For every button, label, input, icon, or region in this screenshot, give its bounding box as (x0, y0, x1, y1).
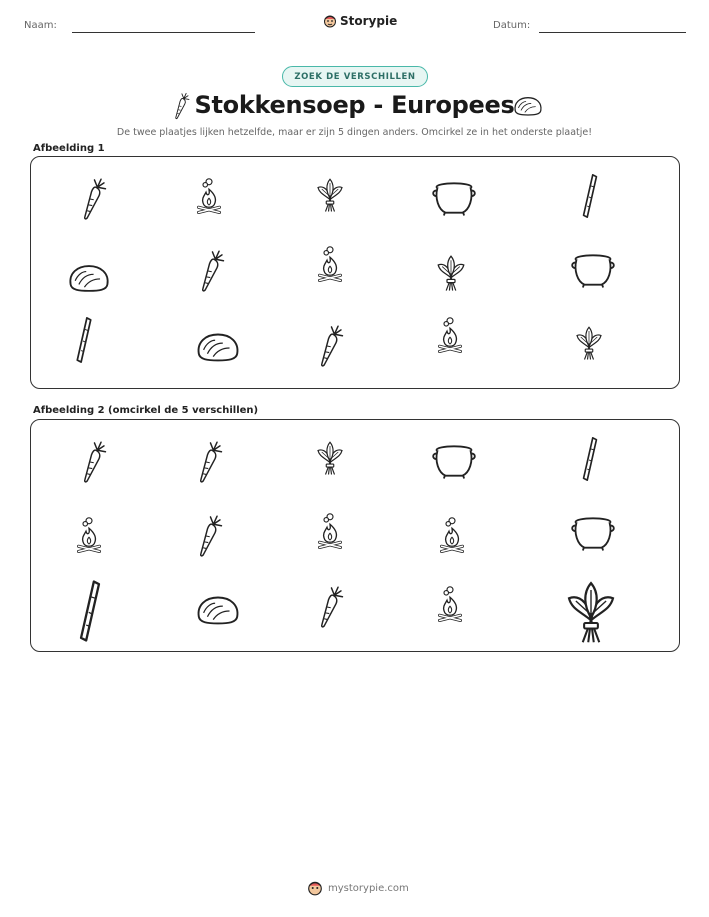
panel-1-label: Afbeelding 1 (33, 143, 105, 154)
bread-icon[interactable] (194, 593, 242, 627)
carrot-icon (196, 249, 226, 293)
instructions: De twee plaatjes lijken hetzelfde, maar er zijn 5 dingen anders. Omcirkel ze in het onderste plaatje! (116, 127, 593, 138)
fire-icon (315, 245, 345, 283)
date-label: Datum: (493, 20, 531, 31)
footer (307, 880, 409, 896)
carrot-icon (78, 177, 108, 221)
fire-icon[interactable] (435, 583, 465, 625)
fire-icon[interactable] (437, 514, 467, 556)
stick-icon[interactable] (70, 579, 110, 643)
pot-icon (431, 179, 477, 217)
fire-icon[interactable] (315, 510, 345, 552)
footer-url[interactable]: mystorypie.com (328, 882, 409, 894)
fire-icon[interactable] (74, 514, 104, 556)
herbs-icon (435, 253, 467, 293)
pot-icon (570, 251, 616, 289)
bread-icon (512, 95, 544, 117)
carrot-icon[interactable] (78, 440, 108, 484)
pot-icon[interactable] (431, 442, 477, 480)
picture-2-panel[interactable] (30, 419, 680, 652)
pot-icon[interactable] (570, 514, 616, 552)
fire-icon (194, 177, 224, 215)
storypie-mascot-icon (307, 880, 323, 896)
storypie-mascot-icon (323, 14, 337, 28)
picture-1-panel (30, 156, 680, 389)
worksheet-type-badge: ZOEK DE VERSCHILLEN (282, 66, 428, 87)
bread-icon (66, 261, 112, 295)
herbs-icon (315, 177, 345, 213)
name-label: Naam: (24, 20, 57, 31)
storypie-logo (323, 14, 397, 28)
fire-icon (435, 316, 465, 354)
herbs-icon[interactable] (562, 579, 620, 645)
brand-name: Storypie (340, 14, 398, 28)
carrot-icon (315, 324, 345, 368)
stick-icon (74, 316, 94, 364)
herbs-icon[interactable] (315, 440, 345, 476)
panel-2-label: Afbeelding 2 (omcirkel de 5 verschillen) (33, 405, 259, 416)
date-line[interactable] (539, 32, 686, 33)
carrot-icon[interactable] (194, 440, 224, 484)
carrot-icon[interactable] (315, 585, 345, 629)
page-title: Stokkensoep - Europees (194, 91, 515, 119)
carrot-icon[interactable] (194, 514, 224, 558)
bread-icon (194, 330, 242, 364)
stick-icon[interactable] (580, 436, 600, 482)
herbs-icon (574, 324, 604, 362)
name-line[interactable] (72, 32, 255, 33)
stick-icon (580, 173, 600, 219)
